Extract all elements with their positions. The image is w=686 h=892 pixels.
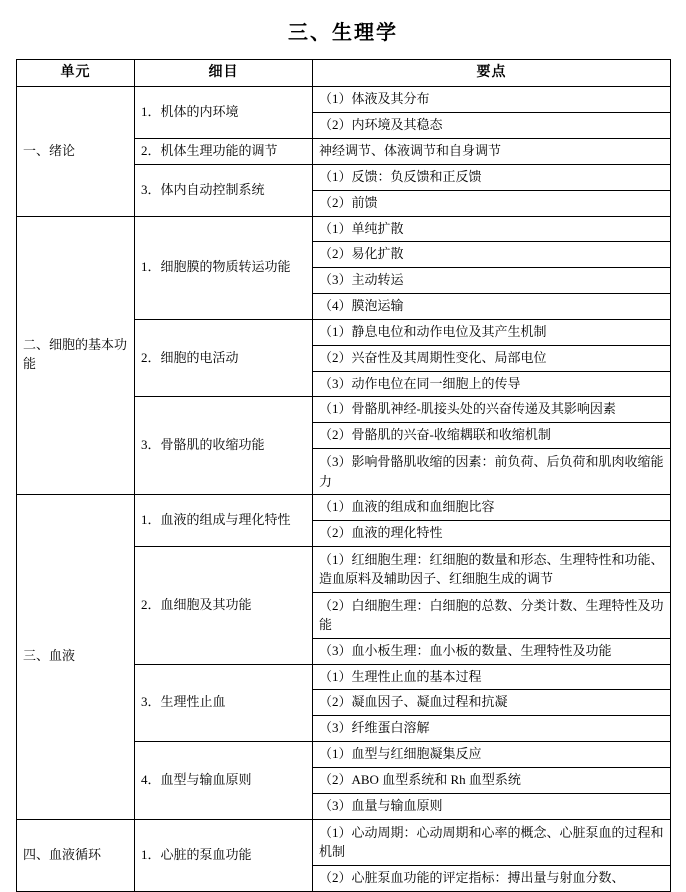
- point-cell: （3）纤维蛋白溶解: [313, 716, 671, 742]
- point-cell: （3）动作电位在同一细胞上的传导: [313, 371, 671, 397]
- subitem-cell: 1．血液的组成与理化特性: [135, 495, 313, 547]
- point-cell: 神经调节、体液调节和自身调节: [313, 138, 671, 164]
- point-cell: （2）前馈: [313, 190, 671, 216]
- column-header-subitem: 细目: [135, 60, 313, 87]
- point-cell: （2）白细胞生理：白细胞的总数、分类计数、生理特性及功能: [313, 592, 671, 638]
- point-cell: （2）ABO 血型系统和 Rh 血型系统: [313, 768, 671, 794]
- column-header-unit: 单元: [17, 60, 135, 87]
- point-cell: （1）生理性止血的基本过程: [313, 664, 671, 690]
- point-cell: （4）膜泡运输: [313, 294, 671, 320]
- point-cell: （1）血型与红细胞凝集反应: [313, 742, 671, 768]
- point-cell: （2）内环境及其稳态: [313, 113, 671, 139]
- point-cell: （2）心脏泵血功能的评定指标：搏出量与射血分数、: [313, 865, 671, 891]
- point-cell: （1）红细胞生理：红细胞的数量和形态、生理特性和功能、造血原料及辅助因子、红细胞生成的调节: [313, 546, 671, 592]
- point-cell: （3）主动转运: [313, 268, 671, 294]
- unit-cell: 四、血液循环: [17, 819, 135, 891]
- syllabus-table: [16, 59, 671, 892]
- subitem-cell: 2．细胞的电活动: [135, 319, 313, 397]
- table-header-row: [17, 60, 671, 87]
- subitem-cell: 3．体内自动控制系统: [135, 164, 313, 216]
- unit-cell: 二、细胞的基本功能: [17, 216, 135, 495]
- point-cell: （1）反馈：负反馈和正反馈: [313, 164, 671, 190]
- subitem-cell: 2．血细胞及其功能: [135, 546, 313, 664]
- subitem-cell: 1．机体的内环境: [135, 87, 313, 139]
- point-cell: （1）体液及其分布: [313, 87, 671, 113]
- subitem-cell: 3．生理性止血: [135, 664, 313, 742]
- subitem-cell: 1．心脏的泵血功能: [135, 819, 313, 891]
- point-cell: （1）单纯扩散: [313, 216, 671, 242]
- point-cell: （1）静息电位和动作电位及其产生机制: [313, 319, 671, 345]
- point-cell: （2）凝血因子、凝血过程和抗凝: [313, 690, 671, 716]
- subitem-cell: 3．骨骼肌的收缩功能: [135, 397, 313, 495]
- point-cell: （2）血液的理化特性: [313, 520, 671, 546]
- point-cell: （3）血小板生理：血小板的数量、生理特性及功能: [313, 638, 671, 664]
- subitem-cell: 2．机体生理功能的调节: [135, 138, 313, 164]
- page-title: 三、生理学: [288, 22, 398, 44]
- subitem-cell: 4．血型与输血原则: [135, 742, 313, 820]
- table-row: [17, 819, 671, 865]
- point-cell: （1）血液的组成和血细胞比容: [313, 495, 671, 521]
- point-cell: （1）心动周期：心动周期和心率的概念、心脏泵血的过程和机制: [313, 819, 671, 865]
- unit-cell: 一、绪论: [17, 87, 135, 216]
- table-row: [17, 216, 671, 242]
- table-row: [17, 495, 671, 521]
- point-cell: （3）血量与输血原则: [313, 793, 671, 819]
- point-cell: （2）兴奋性及其周期性变化、局部电位: [313, 345, 671, 371]
- point-cell: （3）影响骨骼肌收缩的因素：前负荷、后负荷和肌肉收缩能力: [313, 449, 671, 495]
- point-cell: （1）骨骼肌神经-肌接头处的兴奋传递及其影响因素: [313, 397, 671, 423]
- subitem-cell: 1．细胞膜的物质转运功能: [135, 216, 313, 319]
- table-body: [17, 87, 671, 891]
- column-header-points: 要点: [313, 60, 671, 87]
- point-cell: （2）易化扩散: [313, 242, 671, 268]
- unit-cell: 三、血液: [17, 495, 135, 820]
- point-cell: （2）骨骼肌的兴奋-收缩耦联和收缩机制: [313, 423, 671, 449]
- table-row: [17, 87, 671, 113]
- table-header: [17, 60, 671, 87]
